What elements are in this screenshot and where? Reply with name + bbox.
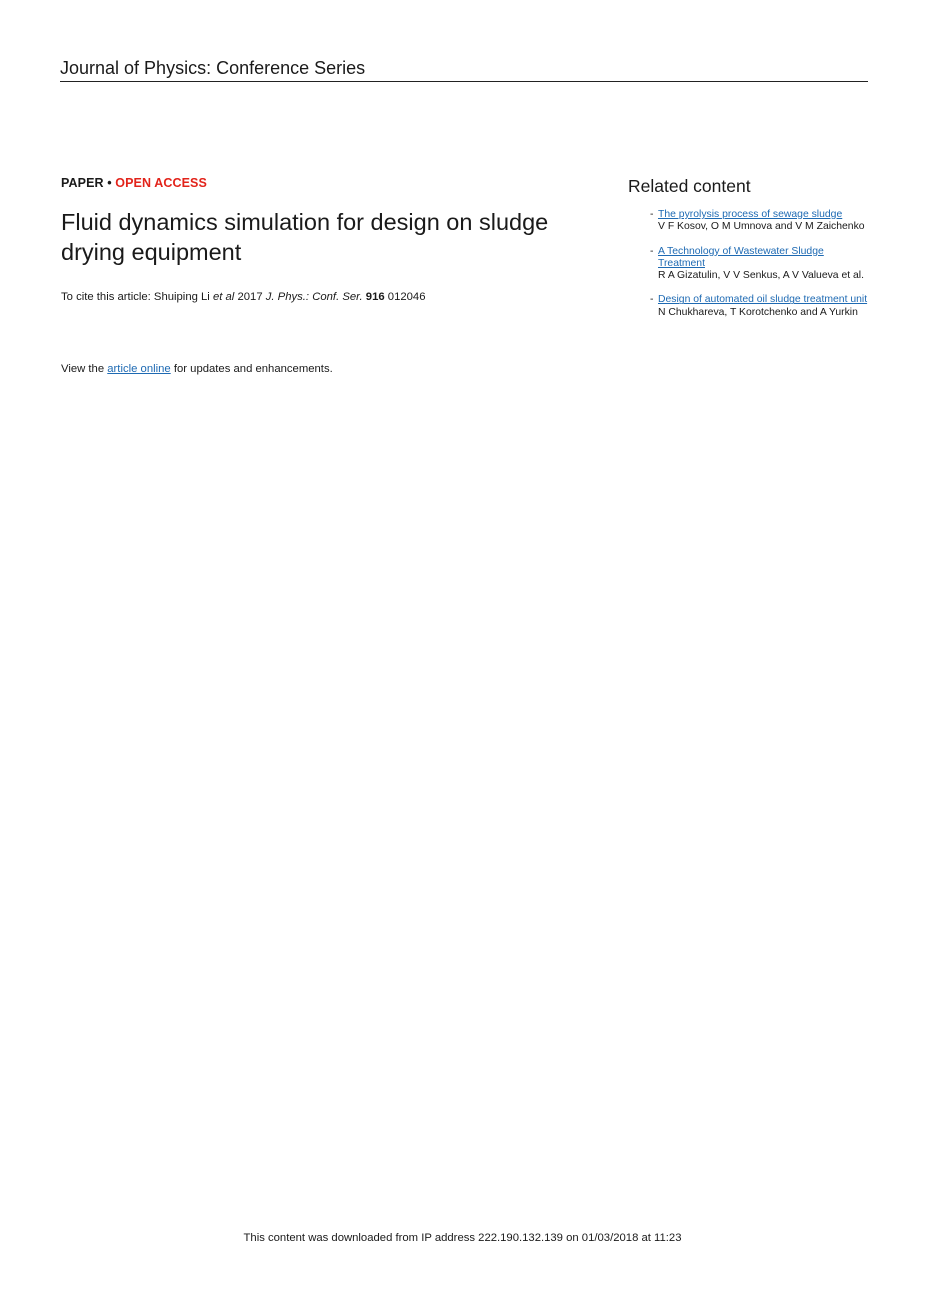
article-type: PAPER xyxy=(61,176,104,190)
related-content xyxy=(628,175,868,335)
citation-article-number: 012046 xyxy=(384,291,426,303)
article-online-link[interactable]: article online xyxy=(107,363,171,375)
citation xyxy=(61,290,601,304)
article-title-line-2: drying equipment xyxy=(61,239,242,265)
citation-year: 2017 xyxy=(234,291,266,303)
download-footer: This content was downloaded from IP address 222.190.132.139 on 01/03/2018 at 11:23 xyxy=(243,1232,682,1244)
related-heading: Related content xyxy=(628,176,751,196)
article-info xyxy=(61,176,601,304)
citation-journal: J. Phys.: Conf. Ser. xyxy=(265,291,363,303)
journal-title-link[interactable]: Journal of Physics: Conference Series xyxy=(60,58,366,78)
list-dash: - xyxy=(650,245,654,257)
related-link-oil-sludge[interactable]: Design of automated oil sludge treatment unit xyxy=(658,294,868,306)
list-dash: - xyxy=(650,209,654,220)
view-online-before: View the xyxy=(61,363,108,375)
related-item xyxy=(628,294,868,319)
citation-volume: 916 xyxy=(365,291,385,303)
citation-prefix: To cite this article: Shuiping Li xyxy=(61,291,213,303)
related-authors: N Chukhareva, T Korotchenko and A Yurkin xyxy=(658,306,858,318)
related-list xyxy=(628,209,868,319)
article-title-line-1: Fluid dynamics simulation for design on sludge xyxy=(61,209,549,235)
related-authors: V F Kosov, O M Umnova and V M Zaichenko xyxy=(658,221,865,233)
list-dash: - xyxy=(650,294,654,306)
kicker-separator: • xyxy=(107,176,112,190)
view-online-after: for updates and enhancements. xyxy=(170,363,333,375)
citation-et-al: et al xyxy=(212,291,235,303)
related-link-pyrolysis[interactable]: The pyrolysis process of sewage sludge xyxy=(658,209,843,220)
view-online xyxy=(61,362,333,376)
journal-header xyxy=(60,57,868,82)
related-authors: R A Gizatulin, V V Senkus, A V Valueva et al. xyxy=(658,270,865,282)
related-link-wastewater[interactable]: A Technology of Wastewater Sludge Treatment xyxy=(658,245,824,269)
article-title xyxy=(61,207,601,267)
related-item xyxy=(628,246,868,283)
related-item xyxy=(628,209,868,234)
open-access-badge: OPEN ACCESS xyxy=(115,176,207,190)
article-kicker xyxy=(61,176,601,190)
